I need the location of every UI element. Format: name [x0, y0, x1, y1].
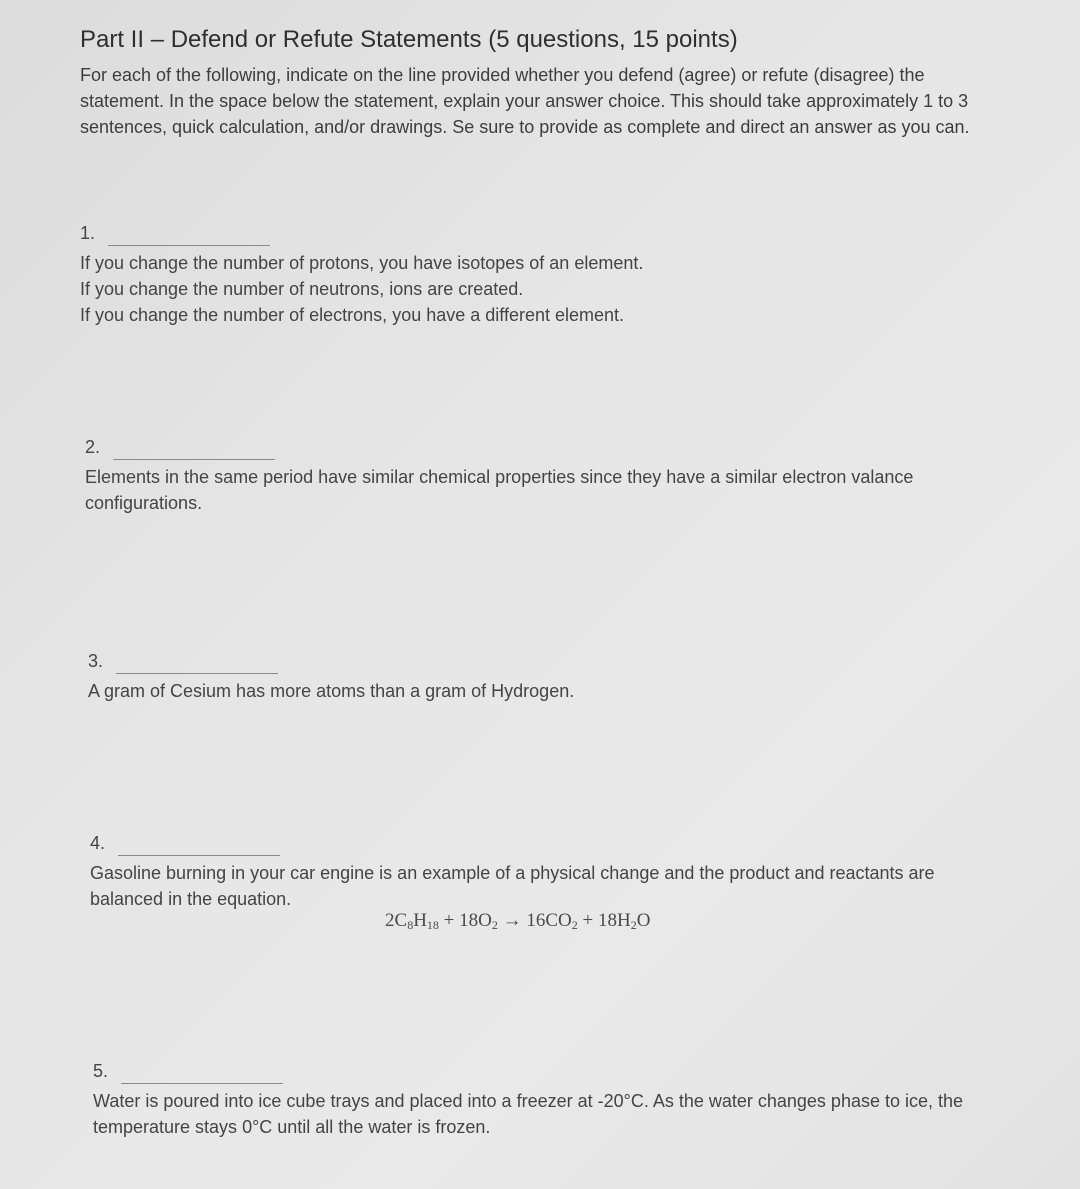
question-1: [80, 222, 980, 328]
question-number: 4.: [90, 833, 106, 853]
section-title: Part II – Defend or Refute Statements (5 questions, 15 points): [80, 26, 738, 53]
statement-line: Elements in the same period have similar chemical properties since they have a similar electron valance configurations.: [85, 467, 914, 513]
statement-line: Water is poured into ice cube trays and placed into a freezer at -20°C. As the water changes phase to ice, the temperature stays 0°C until all the water is frozen.: [93, 1091, 964, 1137]
statement: [90, 860, 970, 912]
question-number: 3.: [88, 651, 104, 671]
combustion-equation: $2C_8H_{18} + 18O_2 \to 16CO_2 + 18H_2O$: [385, 910, 651, 932]
statement-line: Gasoline burning in your car engine is an example of a physical change and the product and reactants are balanced in the equation.: [90, 863, 935, 909]
answer-line[interactable]: [121, 1065, 283, 1084]
question-2: [85, 436, 995, 516]
question-5: [93, 1060, 993, 1140]
question-number: 1.: [80, 223, 96, 243]
question-number: 2.: [85, 437, 101, 457]
question-4: [90, 832, 970, 912]
statement-line: If you change the number of protons, you have isotopes of an element.: [80, 253, 644, 273]
answer-line[interactable]: [116, 655, 278, 674]
statement-line: If you change the number of electrons, you have a different element.: [80, 305, 625, 325]
statement: [93, 1088, 993, 1140]
statement-line: If you change the number of neutrons, ions are created.: [80, 279, 524, 299]
question-number: 5.: [93, 1061, 109, 1081]
statement: [88, 678, 988, 704]
statement-line: A gram of Cesium has more atoms than a gram of Hydrogen.: [88, 681, 575, 701]
answer-line[interactable]: [113, 441, 275, 460]
instructions-text: For each of the following, indicate on the line provided whether you defend (agree) or refute (disagree) the statement. In the space below the statement, explain your answer choice. This should take approximately 1 to 3 sentences, quick calculation, and/or drawings. Se sure to provide as complete and direct an answer as you can.: [80, 65, 970, 137]
question-3: [88, 650, 988, 704]
statement: [80, 250, 980, 328]
answer-line[interactable]: [118, 837, 280, 856]
answer-line[interactable]: [108, 227, 270, 246]
statement: [85, 464, 995, 516]
